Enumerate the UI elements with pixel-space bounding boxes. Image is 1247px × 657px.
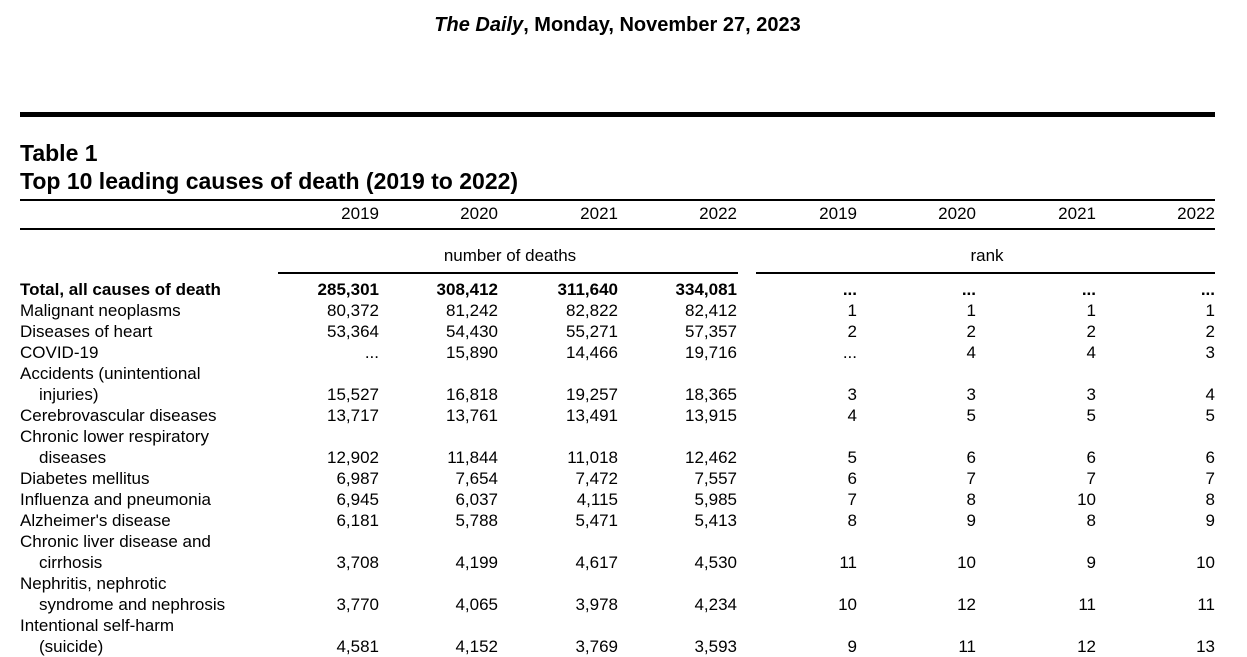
table-row	[0, 552, 1247, 573]
table-cell: 3	[966, 385, 976, 404]
table-cell: 7,557	[694, 469, 737, 488]
column-header: 2019	[341, 204, 379, 223]
table-cell: ...	[1081, 280, 1096, 299]
table-cell: 6,037	[455, 490, 498, 509]
table-row	[0, 489, 1247, 510]
publication-date: , Monday, November 27, 2023	[523, 14, 801, 36]
row-label: diseases	[39, 448, 107, 467]
row-label: syndrome and nephrosis	[39, 595, 226, 614]
table-cell: 2	[847, 322, 857, 341]
table-row	[0, 594, 1247, 615]
header-rule	[20, 112, 1215, 117]
table-cell: 12,462	[685, 448, 737, 467]
table-cell: 14,466	[566, 343, 618, 362]
table-cell: 53,364	[327, 322, 379, 341]
table-cell: 13,491	[566, 406, 618, 425]
table-cell: 19,716	[685, 343, 737, 362]
table-cell: 7	[847, 490, 857, 509]
table-cell: 285,301	[317, 280, 379, 299]
table-cell: 18,365	[685, 385, 737, 404]
table-cell: 4	[966, 343, 976, 362]
table-cell: ...	[1200, 280, 1215, 299]
table-cell: 11,844	[447, 448, 498, 467]
table-cell: 4,065	[455, 595, 498, 614]
deaths-group-rule	[278, 272, 738, 274]
table-cell: ...	[961, 280, 976, 299]
table-cell: 4,234	[694, 595, 737, 614]
table-number: Table 1	[20, 140, 98, 166]
table-cell: 10	[1196, 553, 1215, 572]
table-cell: 3,978	[575, 595, 618, 614]
table-cell: 6	[847, 469, 857, 488]
table-cell: 7	[1086, 469, 1096, 488]
unit-label-rank: rank	[970, 246, 1004, 265]
table-row	[0, 405, 1247, 426]
table-cell: 3,593	[694, 637, 737, 656]
table-cell: 5	[847, 448, 857, 467]
table-cell: 10	[1077, 490, 1096, 509]
table-cell: 6	[1205, 448, 1215, 467]
row-label: Chronic liver disease and	[20, 532, 211, 551]
table-cell: 80,372	[327, 301, 379, 320]
publication-name: The Daily	[434, 14, 524, 36]
row-label: (suicide)	[39, 637, 104, 656]
table-row	[0, 300, 1247, 321]
row-label: Total, all causes of death	[20, 280, 221, 299]
column-header: 2021	[580, 204, 618, 223]
table-row	[0, 447, 1247, 468]
table-cell: 2	[1086, 322, 1096, 341]
row-label: Diseases of heart	[20, 322, 153, 341]
rank-group-rule	[756, 272, 1215, 274]
table-cell: 4,530	[694, 553, 737, 572]
table-row	[0, 363, 1247, 384]
column-header: 2020	[460, 204, 498, 223]
table-cell: 6	[966, 448, 976, 467]
table-cell: 7,472	[575, 469, 618, 488]
table-cell: ...	[364, 343, 379, 362]
table-cell: 5,413	[694, 511, 737, 530]
table-cell: 1	[1086, 301, 1096, 320]
table-cell: 9	[847, 637, 857, 656]
table-cell: 4,152	[455, 637, 498, 656]
table-row	[0, 573, 1247, 594]
table-cell: 9	[1086, 553, 1096, 572]
column-header: 2022	[1177, 204, 1215, 223]
table-cell: 3	[847, 385, 857, 404]
column-header: 2019	[819, 204, 857, 223]
table-cell: 7,654	[455, 469, 498, 488]
table-cell: 54,430	[446, 322, 498, 341]
table-cell: 5	[1086, 406, 1096, 425]
table-row	[0, 426, 1247, 447]
table-cell: 10	[838, 595, 857, 614]
row-label: Alzheimer's disease	[20, 511, 171, 530]
table-cell: 4,581	[336, 637, 379, 656]
row-label: Diabetes mellitus	[20, 469, 150, 488]
table-row	[0, 615, 1247, 636]
table-cell: 13	[1196, 637, 1215, 656]
table-cell: 5	[1205, 406, 1215, 425]
table-cell: 5,788	[455, 511, 498, 530]
table-cell: 11	[839, 553, 857, 572]
row-label: Chronic lower respiratory	[20, 427, 209, 446]
table-cell: 4	[1086, 343, 1096, 362]
row-label: Nephritis, nephrotic	[20, 574, 167, 593]
table-cell: 6	[1086, 448, 1096, 467]
table-cell: 4	[1205, 385, 1215, 404]
column-header-rule	[20, 228, 1215, 230]
table-row	[0, 342, 1247, 363]
row-label: Influenza and pneumonia	[20, 490, 211, 509]
table-cell: 2	[1205, 322, 1215, 341]
table-cell: 15,527	[327, 385, 379, 404]
table-title	[20, 139, 518, 195]
row-label: injuries)	[39, 385, 99, 404]
table-cell: 4	[847, 406, 857, 425]
table-cell: 1	[1205, 301, 1215, 320]
table-cell: 12	[1077, 637, 1096, 656]
table-cell: 57,357	[685, 322, 737, 341]
table-caption: Top 10 leading causes of death (2019 to 2022)	[20, 168, 519, 194]
row-label: Accidents (unintentional	[20, 364, 201, 383]
table-top-rule	[20, 199, 1215, 201]
table-cell: 6,987	[336, 469, 379, 488]
table-cell: 13,761	[446, 406, 498, 425]
table-cell: 13,717	[327, 406, 379, 425]
table-cell: 3	[1086, 385, 1096, 404]
table-cell: 3,770	[336, 595, 379, 614]
table-cell: 8	[1205, 490, 1215, 509]
table-cell: 4,115	[576, 490, 618, 509]
table-cell: 82,412	[685, 301, 737, 320]
table-cell: 8	[1086, 511, 1096, 530]
table-cell: 8	[847, 511, 857, 530]
table-cell: 5,985	[694, 490, 737, 509]
table-row	[0, 321, 1247, 342]
table-cell: 6,945	[336, 490, 379, 509]
table-cell: 15,890	[446, 343, 498, 362]
table-cell: 12,902	[327, 448, 379, 467]
table-cell: 12	[957, 595, 976, 614]
table-row	[0, 279, 1247, 300]
unit-label-deaths: number of deaths	[443, 246, 577, 265]
table-cell: 4,617	[575, 553, 618, 572]
table-cell: 6,181	[336, 511, 379, 530]
table-cell: 13,915	[685, 406, 737, 425]
column-header: 2022	[699, 204, 737, 223]
row-label: Intentional self-harm	[20, 616, 175, 635]
table-cell: 9	[966, 511, 976, 530]
table-row	[0, 531, 1247, 552]
table-cell: 5	[966, 406, 976, 425]
table-cell: 311,640	[557, 280, 618, 299]
table-cell: 19,257	[566, 385, 618, 404]
table-cell: 11	[958, 637, 976, 656]
table-cell: 1	[847, 301, 857, 320]
row-label: COVID-19	[20, 343, 99, 362]
table-cell: 3	[1205, 343, 1215, 362]
table-cell: ...	[842, 343, 857, 362]
column-header: 2021	[1058, 204, 1096, 223]
table-cell: 16,818	[446, 385, 498, 404]
table-cell: ...	[842, 280, 857, 299]
table-row	[0, 384, 1247, 405]
table-cell: 9	[1205, 511, 1215, 530]
table-cell: 334,081	[675, 280, 737, 299]
table-cell: 308,412	[436, 280, 498, 299]
table-cell: 3,769	[575, 637, 618, 656]
table-cell: 8	[966, 490, 976, 509]
table-cell: 2	[966, 322, 976, 341]
table-row	[0, 636, 1247, 657]
table-cell: 81,242	[446, 301, 498, 320]
table-cell: 11	[1078, 595, 1096, 614]
document-header	[0, 14, 1235, 37]
table-cell: 7	[1205, 469, 1215, 488]
table-cell: 3,708	[336, 553, 379, 572]
row-label: Cerebrovascular diseases	[20, 406, 217, 425]
row-label: Malignant neoplasms	[20, 301, 181, 320]
table-cell: 1	[966, 301, 976, 320]
table-cell: 4,199	[455, 553, 498, 572]
table-cell: 7	[966, 469, 976, 488]
table-row	[0, 468, 1247, 489]
table-cell: 11,018	[567, 448, 618, 467]
row-label: cirrhosis	[39, 553, 103, 572]
table-row	[0, 510, 1247, 531]
table-cell: 11	[1197, 595, 1215, 614]
table-cell: 55,271	[566, 322, 618, 341]
table-cell: 82,822	[566, 301, 618, 320]
table-cell: 5,471	[575, 511, 618, 530]
table-cell: 10	[957, 553, 976, 572]
column-header: 2020	[938, 204, 976, 223]
